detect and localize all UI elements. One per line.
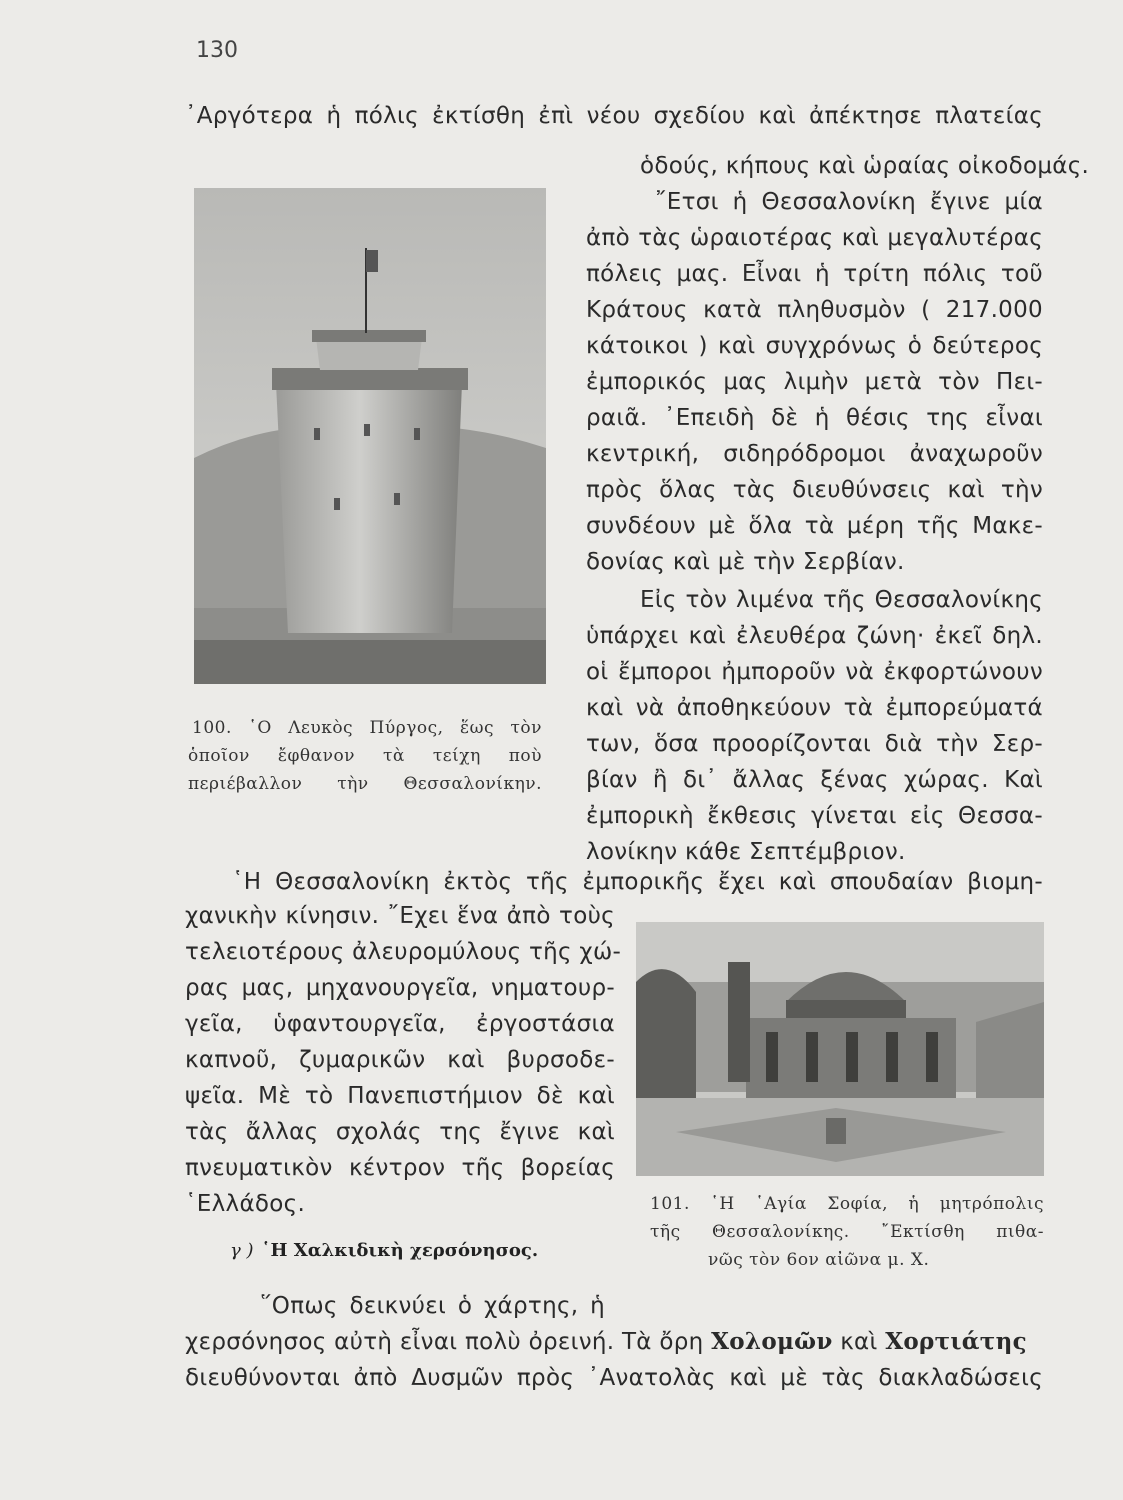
left-col-line-8: πνευματικὸν κέντρον τῆς βορείας — [185, 1155, 615, 1181]
right-col2-line-3: οἱ ἔμποροι ἠμποροῦν νὰ ἐκφορτώνουν — [586, 659, 1043, 685]
intro-line-2: ὁδούς, κήπους καὶ ὡραίας οἰκοδομάς. — [640, 153, 1090, 179]
left-col-line-7: τὰς ἄλλας σχολάς της ἔγινε καὶ — [185, 1119, 615, 1145]
final-line-2-text-b: καὶ — [832, 1329, 886, 1355]
right-col2-line-8: λονίκην κάθε Σεπτέμβριον. — [586, 839, 906, 865]
white-tower-photo — [194, 188, 546, 684]
right-col-line-10: συνδέουν μὲ ὅλα τὰ μέρη τῆς Μακε- — [586, 513, 1043, 539]
hagia-sophia-illustration — [636, 922, 1044, 1176]
intro-line-1: ᾿Αργότερα ἡ πόλις ἐκτίσθη ἐπὶ νέου σχεδίου καὶ ἀπέκτησε πλατείας — [185, 103, 1043, 129]
section-title: ῾Η Χαλκιδικὴ χερσόνησος. — [261, 1240, 539, 1261]
right-col2-line-7: ἐμπορικὴ ἔκθεσις γίνεται εἰς Θεσσα- — [586, 803, 1043, 829]
right-col-line-5: κάτοικοι ) καὶ συγχρόνως ὁ δεύτερος — [586, 333, 1043, 359]
final-line-3: διευθύνονται ἀπὸ Δυσμῶν πρὸς ᾿Ανατολὰς καὶ μὲ τὰς διακλαδώσεις — [185, 1365, 1043, 1391]
figure-101-caption-line-3: νῶς τὸν 6ον αἰῶνα μ. Χ. — [708, 1250, 930, 1270]
right-col-line-4: Κράτους κατὰ πληθυσμὸν ( 217.000 — [586, 297, 1043, 323]
left-col-line-9: ῾Ελλάδος. — [185, 1191, 306, 1217]
right-col2-line-1: Εἰς τὸν λιμένα τῆς Θεσσαλονίκης — [640, 587, 1043, 613]
left-col-line-3: ρας μας, μηχανουργεῖα, νηματουρ- — [185, 975, 615, 1001]
left-col-line-4: γεῖα, ὑφαντουργεῖα, ἐργοστάσια — [185, 1011, 615, 1037]
right-col-line-11: δονίας καὶ μὲ τὴν Σερβίαν. — [586, 549, 905, 575]
figure-100-caption-line-3: περιέβαλλον τὴν Θεσσαλονίκην. — [188, 774, 542, 794]
industry-line: ῾Η Θεσσαλονίκη ἐκτὸς τῆς ἐμπορικῆς ἔχει καὶ σπουδαίαν βιομη- — [232, 869, 1043, 895]
white-tower-illustration — [194, 188, 546, 684]
right-col2-line-4: καὶ νὰ ἀποθηκεύουν τὰ ἐμπορεύματά — [586, 695, 1043, 721]
figure-101-caption-line-2: τῆς Θεσσαλονίκης. ῎Εκτίσθη πιθα- — [650, 1222, 1044, 1242]
final-line-2 — [185, 1326, 1027, 1358]
hagia-sophia-photo — [636, 922, 1044, 1176]
right-col-line-7: ραιᾶ. ᾿Επειδὴ δὲ ἡ θέσις της εἶναι — [586, 405, 1043, 431]
left-col-line-2: τελειοτέρους ἀλευρομύλους τῆς χώ- — [185, 939, 622, 965]
right-col-line-8: κεντρική, σιδηρόδρομοι ἀναχωροῦν — [586, 441, 1043, 467]
right-col-line-1: ῎Ετσι ἡ Θεσσαλονίκη ἔγινε μία — [655, 189, 1043, 215]
left-col-line-6: ψεῖα. Μὲ τὸ Πανεπιστήμιον δὲ καὶ — [185, 1083, 615, 1109]
left-col-line-5: καπνοῦ, ζυμαρικῶν καὶ βυρσοδε- — [185, 1047, 615, 1073]
right-col-line-6: ἐμπορικός μας λιμὴν μετὰ τὸν Πει- — [586, 369, 1043, 395]
section-heading — [230, 1240, 538, 1261]
right-col-line-2: ἀπὸ τὰς ὡραιοτέρας καὶ μεγαλυτέρας — [586, 225, 1043, 251]
figure-101-caption-line-1: 101. ῾Η ῾Αγία Σοφία, ἡ μητρόπολις — [650, 1194, 1044, 1214]
mount-chortiatis: Χορτιάτης — [885, 1328, 1027, 1355]
final-line-1: ῞Οπως δεικνύει ὁ χάρτης, ἡ — [260, 1293, 605, 1319]
right-col-line-3: πόλεις μας. Εἶναι ἡ τρίτη πόλις τοῦ — [586, 261, 1043, 287]
mount-cholomon: Χολομῶν — [711, 1328, 833, 1355]
right-col2-line-2: ὑπάρχει καὶ ἐλευθέρα ζώνη· ἐκεῖ δηλ. — [586, 623, 1043, 649]
right-col2-line-5: των, ὅσα προορίζονται διὰ τὴν Σερ- — [586, 731, 1043, 757]
figure-100-caption-line-1: 100. ῾Ο Λευκὸς Πύργος, ἕως τὸν — [192, 718, 542, 738]
final-line-2-text-a: χερσόνησος αὐτὴ εἶναι πολὺ ὀρεινή. Τὰ ὄρη — [185, 1329, 712, 1355]
right-col2-line-6: βίαν ἢ δι᾿ ἄλλας ξένας χώρας. Καὶ — [586, 767, 1043, 793]
left-col-line-1: χανικὴν κίνησιν. ῎Εχει ἕνα ἀπὸ τοὺς — [185, 903, 615, 929]
page-number: 130 — [196, 38, 238, 63]
section-label: γ ) — [230, 1240, 254, 1261]
figure-100-caption-line-2: ὁποῖον ἔφθανον τὰ τείχη ποὺ — [188, 746, 542, 766]
right-col-line-9: πρὸς ὅλας τὰς διευθύνσεις καὶ τὴν — [586, 477, 1043, 503]
